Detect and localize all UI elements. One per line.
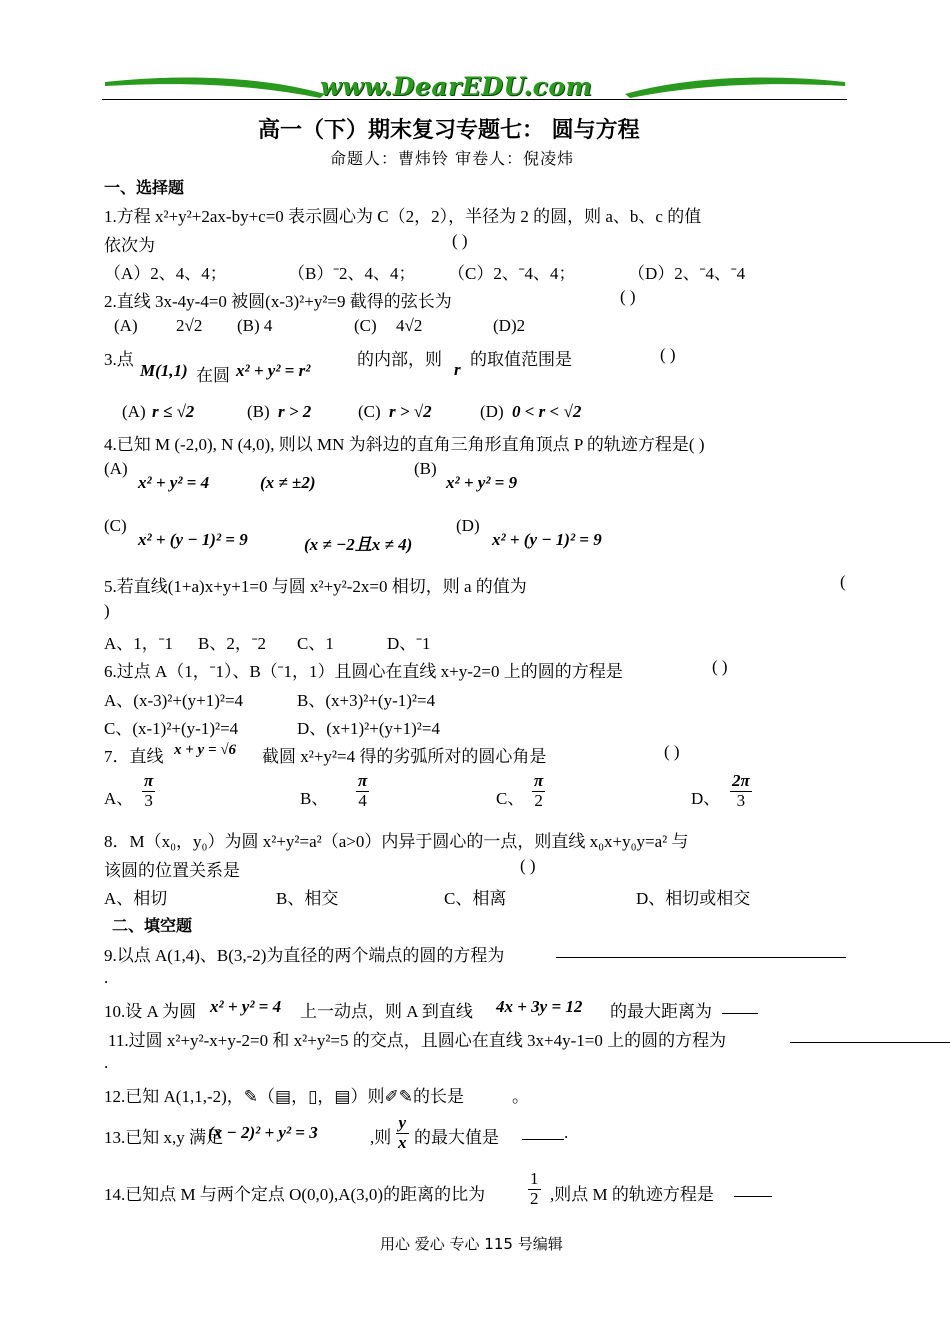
q8-text2: 该圆的位置关系是 (104, 861, 240, 880)
q8-option-d: D、相切或相交 (636, 889, 751, 908)
q10-mid: 上一动点，则 A 到直线 (300, 1002, 473, 1021)
q14-post: ,则点 M 的轨迹方程是 (550, 1185, 714, 1204)
q7-option-c-fraction: $\frac{\pi}{2}$ (534, 771, 544, 810)
q7-pre: 7．直线 (104, 747, 164, 766)
q5-paren-close: ) (104, 601, 110, 620)
q6-option-b: B、(x+3)²+(y-1)²=4 (297, 691, 436, 710)
q3-option-c-value: r > √2 (389, 402, 432, 421)
page-footer: 用心 爱心 专心 115 号编辑 (380, 1235, 563, 1253)
q7-option-b: B、 (300, 789, 329, 808)
q11-dot: . (104, 1053, 109, 1072)
q1-option-a: （A）2、4、4； (104, 264, 227, 283)
q14-fraction: $\frac{1}{2}$ (530, 1169, 539, 1208)
q4-option-c-cond: (x ≠ −2且x ≠ 4) (304, 535, 413, 554)
q4-option-c-value: x² + (y − 1)² = 9 (138, 530, 248, 549)
q12-tail: 。 (512, 1087, 529, 1106)
q7-paren: ( ) (664, 742, 680, 761)
q13-post: 的最大值是 (414, 1128, 499, 1147)
q5-paren-open: ( (840, 572, 846, 591)
q3-point: M(1,1) (140, 361, 188, 380)
q2-option-d: (D)2 (493, 316, 526, 335)
q5-option-d: D、ˉ1 (387, 634, 431, 653)
header-rule (102, 99, 847, 100)
q13-pre: 13.已知 x,y 满足 (104, 1128, 223, 1147)
q8-text: 8．M（x₀，y₀）为圆 x²+y²=a²（a>0）内异于圆心的一点，则直线 x₀x+y₀y=a² 与 (104, 832, 689, 851)
q13-equation: (x − 2)² + y² = 3 (208, 1123, 318, 1142)
q2-text: 2.直线 3x-4y-4=0 被圆(x-3)²+y²=9 截得的弦长为 (104, 292, 452, 311)
q3-equation: x² + y² = r² (236, 361, 311, 380)
q11-text: 11.过圆 x²+y²-x+y-2=0 和 x²+y²=5 的交点，且圆心在直线 3x+4y-1=0 上的圆的方程为 (108, 1031, 727, 1050)
q8-option-c: C、相离 (444, 889, 507, 908)
q8-option-b: B、相交 (276, 889, 339, 908)
q7-option-c: C、 (496, 789, 525, 808)
q3-tail: 的取值范围是 (470, 350, 572, 369)
section-choice: 一、选择题 (104, 178, 185, 197)
authors: 命题人：曹炜铃 审卷人：倪凌炜 (330, 149, 575, 168)
q8-option-a: A、相切 (104, 889, 168, 908)
q10-answer-blank (722, 999, 758, 1014)
q7-option-b-fraction: $\frac{\pi}{4}$ (358, 771, 368, 810)
q6-option-c: C、(x-1)²+(y-1)²=4 (104, 719, 239, 738)
q10-post: 的最大距离为 (610, 1002, 712, 1021)
q14-answer-blank (734, 1182, 772, 1197)
q8-paren: ( ) (520, 856, 536, 875)
q2-option-c: (C) (354, 316, 377, 335)
q13-answer-blank (522, 1125, 564, 1140)
q9-text: 9.以点 A(1,4)、B(3,-2)为直径的两个端点的圆的方程为 (104, 946, 505, 965)
q3-option-d-value: 0 < r < √2 (512, 402, 582, 421)
q4-option-c: (C) (104, 516, 127, 535)
page-title: 高一（下）期末复习专题七： 圆与方程 (258, 118, 640, 143)
q9-answer-blank (556, 943, 846, 958)
q5-text: 5.若直线(1+a)x+y+1=0 与圆 x²+y²-2x=0 相切，则 a 的值为 (104, 577, 527, 596)
q3-option-a: (A) (122, 402, 146, 421)
q5-option-c: C、1 (297, 634, 334, 653)
q13-mid: ,则 (370, 1128, 392, 1147)
q3-option-b: (B) (247, 402, 270, 421)
q4-option-b-value: x² + y² = 9 (446, 473, 518, 492)
q7-option-d-fraction: $\frac{2\pi}{3}$ (732, 771, 750, 810)
q10-line: 4x + 3y = 12 (496, 997, 583, 1016)
q14-pre: 14.已知点 M 与两个定点 O(0,0),A(3,0)的距离的比为 (104, 1185, 486, 1204)
q3-post: 的内部，则 (357, 350, 442, 369)
q1-text2: 依次为 (104, 236, 155, 255)
q3-pre: 3.点 (104, 350, 134, 369)
q2-option-a-value: 2√2 (176, 316, 203, 335)
q4-option-a-cond: (x ≠ ±2) (260, 473, 316, 492)
q10-pre: 10.设 A 为圆 (104, 1002, 197, 1021)
q5-option-b: B、2，ˉ2 (198, 634, 266, 653)
q3-option-b-value: r > 2 (278, 402, 312, 421)
q3-option-a-value: r ≤ √2 (152, 402, 195, 421)
q10-equation: x² + y² = 4 (210, 997, 282, 1016)
q7-post: 截圆 x²+y²=4 得的劣弧所对的圆心角是 (262, 747, 547, 766)
q13-fraction: $\frac{y}{x}$ (398, 1113, 407, 1152)
q4-text: 4.已知 M (-2,0), N (4,0), 则以 MN 为斜边的直角三角形直角顶点 P 的轨迹方程是( ) (104, 435, 705, 454)
q1-option-d: （D）2、ˉ4、ˉ4 (628, 264, 746, 283)
q12-text: 12.已知 A(1,1,-2)，✎（▤，▯，▤）则✐✎的长是 (104, 1087, 464, 1106)
section-fill: 二、填空题 (112, 916, 193, 935)
q3-option-d: (D) (480, 402, 504, 421)
q2-option-a: (A) (114, 316, 138, 335)
q7-option-d: D、 (691, 789, 721, 808)
q4-option-d-value: x² + (y − 1)² = 9 (492, 530, 602, 549)
q1-paren: ( ) (452, 231, 468, 250)
q4-option-a: (A) (104, 459, 128, 478)
q6-option-d: D、(x+1)²+(y+1)²=4 (297, 719, 440, 738)
q3-option-c: (C) (358, 402, 381, 421)
q4-option-a-value: x² + y² = 4 (138, 473, 210, 492)
q5-option-a: A、1，ˉ1 (104, 634, 173, 653)
q1-option-b: （B）ˉ2、4、4； (288, 264, 416, 283)
q6-text: 6.过点 A（1，ˉ1）、B（ˉ1，1）且圆心在直线 x+y-2=0 上的圆的方程是 (104, 662, 623, 681)
q1-text: 1.方程 x²+y²+2ax-by+c=0 表示圆心为 C（2，2），半径为 2 的圆，则 a、b、c 的值 (104, 207, 702, 226)
q1-option-c: （C）2、ˉ4、4； (448, 264, 576, 283)
q3-r: r (454, 360, 461, 379)
q6-paren: ( ) (712, 657, 728, 676)
q4-option-b: (B) (414, 459, 437, 478)
q6-option-a: A、(x-3)²+(y+1)²=4 (104, 691, 244, 710)
q7-option-a-fraction: $\frac{\pi}{3}$ (144, 771, 154, 810)
q2-paren: ( ) (620, 287, 636, 306)
q11-answer-blank (790, 1028, 950, 1043)
q4-option-d: (D) (456, 516, 480, 535)
q7-equation: x + y = √6 (174, 742, 236, 758)
q2-option-c-value: 4√2 (396, 316, 423, 335)
q7-option-a: A、 (104, 789, 134, 808)
q3-paren: ( ) (660, 345, 676, 364)
q9-dot: . (104, 968, 109, 987)
q13-tail: . (564, 1123, 569, 1142)
site-logo: www.DearEDU.com (320, 72, 593, 101)
q3-mid: 在圆 (196, 366, 230, 385)
q2-option-b: (B) 4 (237, 316, 273, 335)
